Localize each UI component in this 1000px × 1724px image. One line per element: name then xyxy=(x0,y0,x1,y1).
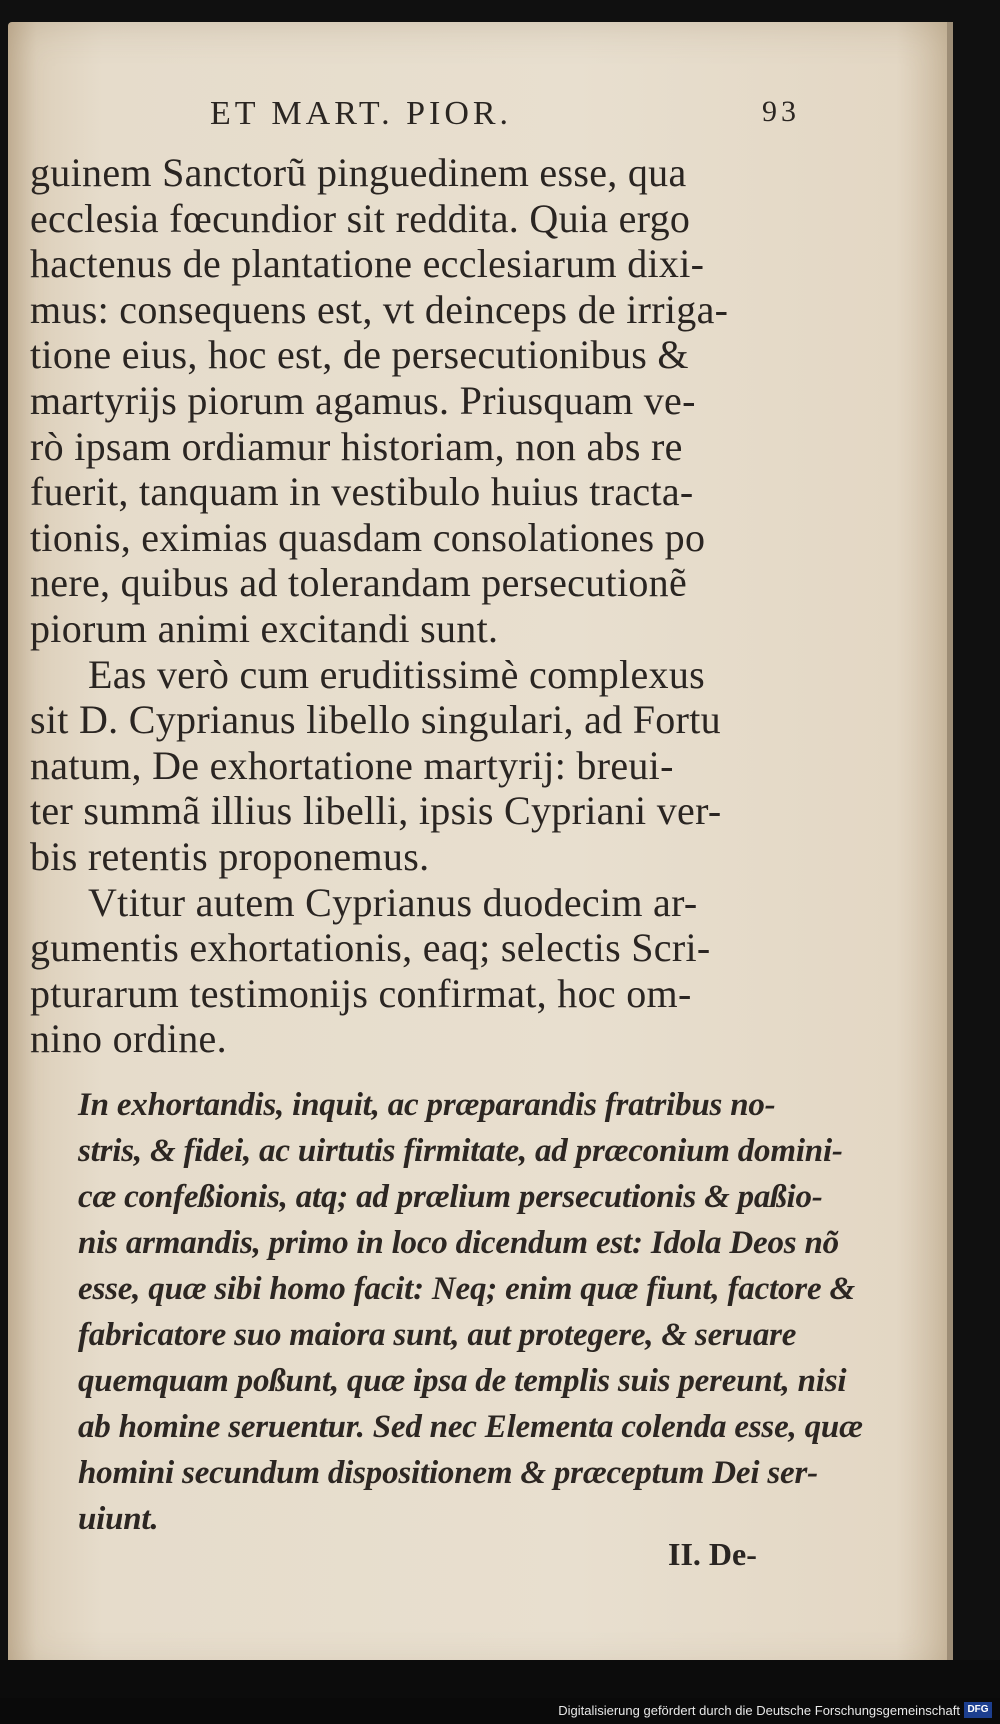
text-line: guinem Sanctorũ pinguedinem esse, qua xyxy=(30,150,687,195)
text-line: mus: consequens est, vt deinceps de irriga- xyxy=(30,286,729,332)
quote-line: quemquam poßunt, quæ ipsa de templis suis pereunt, nisi xyxy=(78,1362,847,1399)
text-line: rò ipsam ordiamur historiam, non abs re xyxy=(30,423,683,469)
quote-line: stris, & fidei, ac uirtutis firmitate, ad præconium domini- xyxy=(78,1132,843,1169)
text-line: ter summã illius libelli, ipsis Cypriani ver- xyxy=(30,788,722,834)
text-line: natum, De exhortatione martyrij: breui- xyxy=(30,742,674,788)
dfg-logo-icon: DFG xyxy=(964,1702,992,1718)
text-line: sit D. Cyprianus libello singulari, ad Fortu xyxy=(30,697,721,743)
quote-line: nis armandis, primo in loco dicendum est: Idola Deos nõ xyxy=(78,1224,839,1261)
quote-line: ab homine seruentur. Sed nec Elementa colenda esse, quæ xyxy=(78,1408,863,1445)
text-line: gumentis exhortationis, eaq; selectis Scri- xyxy=(30,925,711,971)
paragraph-start: Eas verò cum eruditissimè complexus xyxy=(88,651,706,697)
quote-line: uiunt. xyxy=(78,1500,159,1537)
quote-line: homini secundum dispositionem & præceptum Dei ser- xyxy=(78,1454,818,1491)
text-line: piorum animi excitandi sunt. xyxy=(30,605,499,651)
text-line: bis retentis proponemus. xyxy=(30,833,430,879)
text-line: nino ordine. xyxy=(30,1016,227,1062)
page-number: 93 xyxy=(762,95,800,128)
page-edge xyxy=(947,22,953,1674)
text-line: pturarum testimonijs confirmat, hoc om- xyxy=(30,970,692,1016)
scan-shadow xyxy=(0,1660,1000,1700)
catchword: II. De- xyxy=(668,1536,757,1572)
text-line: tione eius, hoc est, de persecutionibus & xyxy=(30,332,689,378)
text-line: fuerit, tanquam in vestibulo huius tracta- xyxy=(30,469,694,515)
quote-line: In exhortandis, inquit, ac præparandis fratribus no- xyxy=(78,1086,776,1123)
running-head: ET MART. PIOR. xyxy=(210,95,513,132)
quotation-block xyxy=(30,1082,863,1542)
text-line: ecclesia fœcundior sit reddita. Quia ergo xyxy=(30,195,691,241)
quote-line: fabricatore suo maiora sunt, aut protegere, & seruare xyxy=(78,1316,797,1353)
paragraph-start: Vtitur autem Cyprianus duodecim ar- xyxy=(88,879,698,925)
quote-line: cæ confeßionis, atq; ad prælium persecutionis & paßio- xyxy=(78,1178,823,1215)
funding-credit: Digitalisierung gefördert durch die Deutsche Forschungsgemeinschaft xyxy=(558,1703,960,1718)
text-line: tionis, eximias quasdam consolationes po xyxy=(30,514,706,560)
page-header xyxy=(210,95,800,145)
text-line: nere, quibus ad tolerandam persecutionẽ xyxy=(30,560,688,606)
text-line: hactenus de plantatione ecclesiarum dixi- xyxy=(30,241,705,287)
text-line: martyrijs piorum agamus. Priusquam ve- xyxy=(30,377,696,423)
body-text xyxy=(30,150,863,1542)
quote-line: esse, quæ sibi homo facit: Neq; enim quæ fiunt, factore & xyxy=(78,1270,855,1307)
